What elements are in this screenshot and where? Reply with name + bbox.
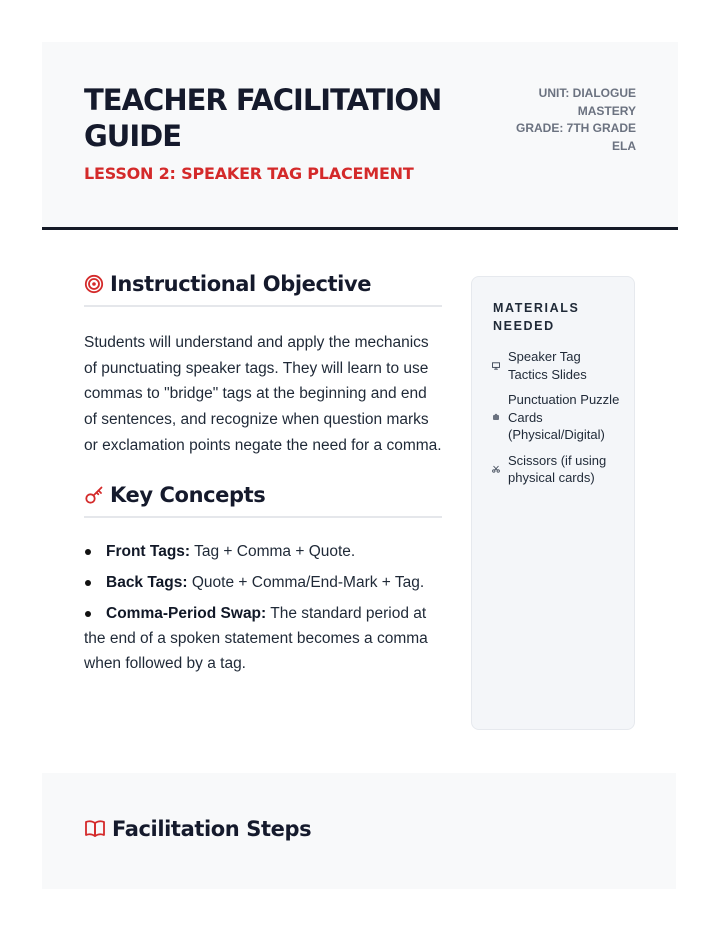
concept-desc: Quote + Comma/End-Mark + Tag. (187, 573, 425, 591)
materials-heading: MATERIALS NEEDED (493, 301, 580, 333)
objective-text: Students will understand and apply the mechanics of punctuating speaker tags. They will learn to use commas to "bridge" tags at the beginning and end of sentences, and recognize when question marks or exclamation points negate the need for a comma. (84, 334, 442, 454)
key-concepts-section (84, 483, 442, 676)
unit-label-line1: UNIT: DIALOGUE (538, 86, 636, 100)
key-icon (84, 485, 104, 505)
concept-term: Front Tags: (106, 542, 191, 560)
concept-term: Comma-Period Swap: (106, 604, 267, 622)
unit-grade-meta (496, 85, 636, 155)
objective-section (84, 272, 442, 459)
page-title: TEACHER FACILITATION GUIDE (84, 83, 442, 153)
key-concepts-list (84, 539, 442, 676)
grade-label-line2: ELA (612, 138, 636, 153)
list-item (84, 601, 442, 676)
facilitation-steps-section (42, 773, 676, 889)
material-label: Scissors (if using physical cards) (508, 452, 607, 485)
concept-desc: The standard period at the end of a spoken statement becomes a comma when followed by a tag. (84, 604, 428, 672)
scissors-icon (492, 465, 500, 473)
list-item (492, 452, 622, 487)
grade-label-line1: GRADE: 7TH GRADE (515, 121, 636, 135)
monitor-icon (492, 362, 500, 370)
list-item (84, 539, 442, 564)
facilitation-steps-heading-row (84, 817, 311, 841)
objective-heading-row (84, 272, 442, 307)
main-column (84, 272, 442, 682)
book-icon (84, 819, 106, 839)
materials-list (492, 348, 622, 495)
list-item (492, 391, 622, 444)
list-item (84, 570, 442, 595)
concept-desc: Tag + Comma + Quote. (190, 542, 356, 560)
materials-sidebar (471, 276, 635, 730)
target-icon (84, 274, 104, 294)
objective-heading: Instructional Objective (110, 272, 372, 296)
facilitation-steps-heading: Facilitation Steps (112, 817, 312, 841)
key-concepts-heading: Key Concepts (110, 482, 266, 507)
key-concepts-heading-row (84, 483, 442, 518)
guide-header (42, 42, 678, 230)
material-label: Speaker Tag Tactics Slides (508, 349, 587, 382)
concept-term: Back Tags: (106, 573, 188, 591)
puzzle-icon (492, 413, 500, 421)
material-label: Punctuation Puzzle Cards (Physical/Digital) (508, 392, 620, 442)
list-item (492, 348, 622, 383)
unit-label-line2: MASTERY (577, 103, 636, 118)
lesson-subtitle: LESSON 2: SPEAKER TAG PLACEMENT (84, 164, 414, 183)
